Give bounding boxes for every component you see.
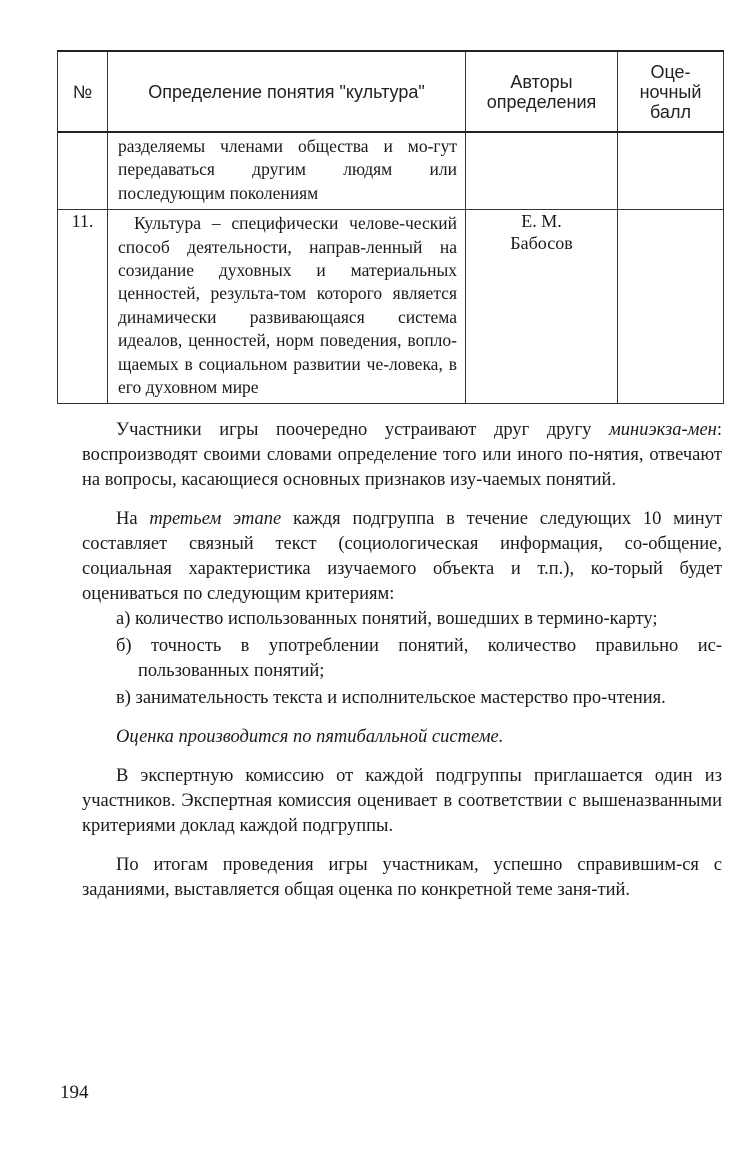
table-header-row bbox=[58, 51, 724, 132]
definitions-table bbox=[57, 50, 724, 404]
row-num: 11. bbox=[58, 210, 108, 404]
italic-term: миниэкза-мен bbox=[608, 420, 717, 440]
paragraph bbox=[82, 418, 722, 493]
definition-text: разделяемы членами общества и мо-гут передаваться другим людям или последующим поколениям bbox=[118, 136, 457, 203]
row-definition bbox=[108, 132, 466, 210]
text-span: На bbox=[116, 509, 150, 529]
header-score: Оце-ночный балл bbox=[618, 51, 724, 132]
paragraph bbox=[82, 507, 722, 607]
header-definition: Определение понятия "культура" bbox=[108, 51, 466, 132]
row-author bbox=[466, 132, 618, 210]
paragraph-italic: Оценка производится по пятибалльной системе. bbox=[116, 727, 504, 747]
text-span: Участники игры поочередно устраивают друг другу bbox=[116, 420, 609, 440]
row-author: Е. М. Бабосов bbox=[466, 210, 618, 404]
criteria-list bbox=[82, 607, 722, 711]
paragraph: В экспертную комиссию от каждой подгруппы приглашается один из участников. Экспертная комиссия оценивает в соответствии с вышеназванными критериями доклад каждой подгруппы. bbox=[82, 766, 722, 836]
row-num bbox=[58, 132, 108, 210]
text-span: каждя подгруппа в течение следующих 10 минут составляет связный текст (социологическая информация, со-общение, социальная характеристика изучаемого объекта и т.п.), ко-торый будет оцениваться по следующим критериям: bbox=[82, 509, 723, 604]
row-score bbox=[618, 210, 724, 404]
list-item: в) занимательность текста и исполнительское мастерство про-чтения. bbox=[116, 688, 666, 708]
list-item: а) количество использованных понятий, вошедших в термино-карту; bbox=[116, 609, 658, 629]
body-text bbox=[82, 418, 722, 903]
definition-text: Культура – специфически челове-ческий способ деятельности, направ-ленный на созидание духовных и материальных ценностей, результа-том которого является динамически развивающаяся система идеалов, ценностей, норм поведения, вопло-щаемых в социальном развитии че-ловека, в его духовном мире bbox=[118, 213, 457, 398]
page-number: 194 bbox=[60, 1082, 89, 1103]
paragraph: По итогам проведения игры участникам, успешно справившим-ся с заданиями, выставляется общая оценка по конкретной теме заня-тий. bbox=[82, 855, 722, 900]
list-item: б) точность в употреблении понятий, количество правильно ис-пользованных понятий; bbox=[116, 636, 722, 681]
header-num: № bbox=[58, 51, 108, 132]
header-authors: Авторы определения bbox=[466, 51, 618, 132]
italic-term: третьем этапе bbox=[149, 509, 282, 529]
table-row bbox=[58, 210, 724, 404]
text-span: : воспроизводят своими словами определение того или иного по-нятия, отвечают на вопросы, касающиеся основных признаков изу-чаемых понятий. bbox=[82, 420, 722, 490]
row-score bbox=[618, 132, 724, 210]
table-row bbox=[58, 132, 724, 210]
row-definition bbox=[108, 210, 466, 404]
